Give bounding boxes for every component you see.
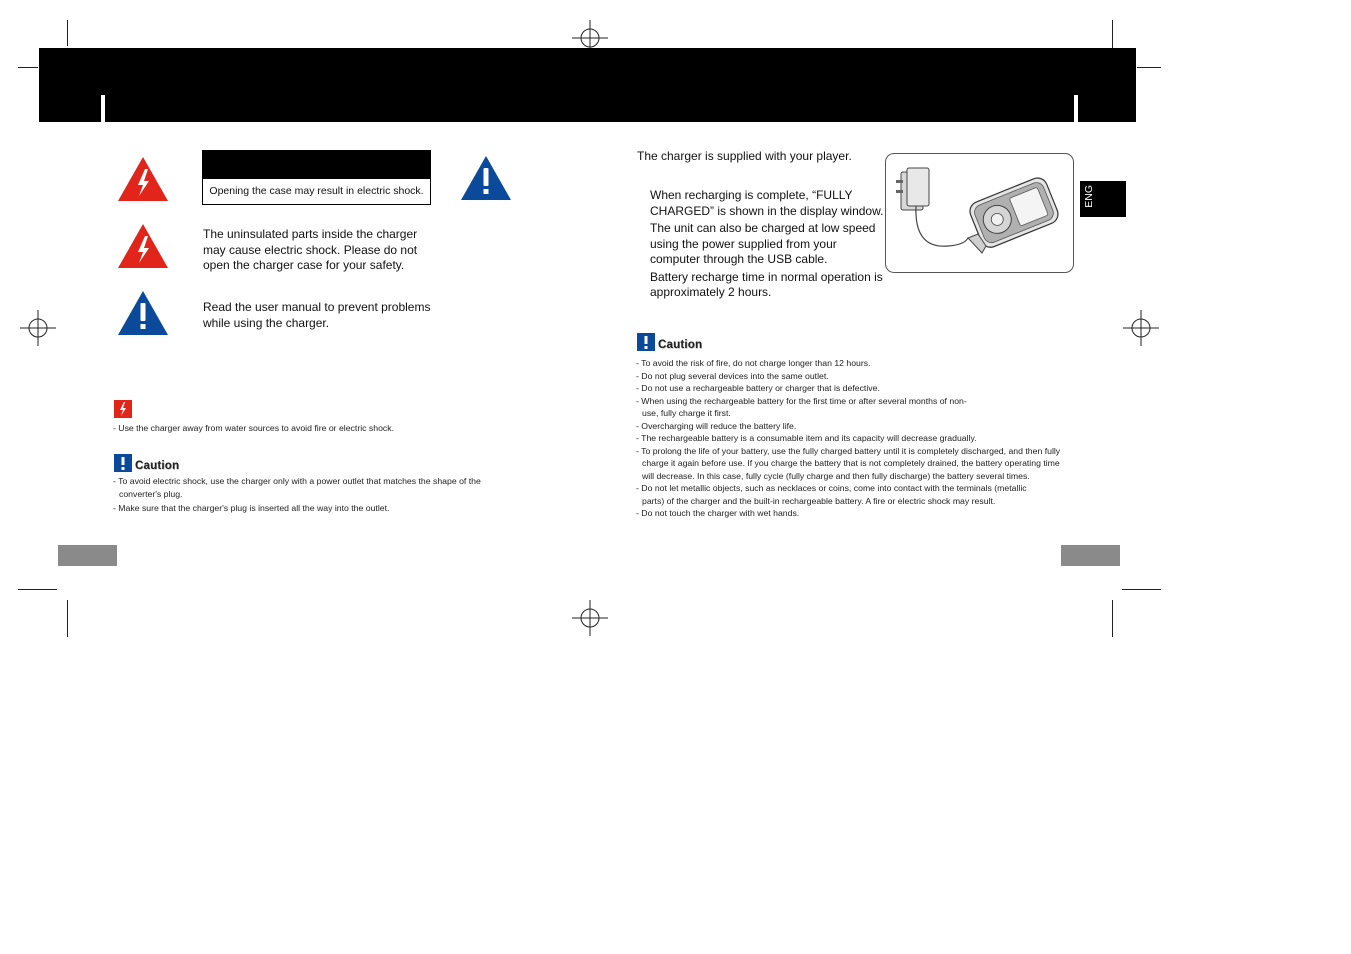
exclamation-triangle-icon xyxy=(116,289,170,337)
registration-mark-icon xyxy=(572,600,608,636)
list-item: - Do not use a rechargeable battery or charger that is defective. xyxy=(636,383,880,393)
shock-list xyxy=(113,422,533,435)
list-item: - Make sure that the charger's plug is inserted all the way into the outlet. xyxy=(113,503,390,513)
caution-label: Caution xyxy=(135,460,180,472)
language-tab-label: ENG xyxy=(1083,185,1095,208)
header-notch xyxy=(1074,95,1078,123)
crop-mark xyxy=(18,589,57,590)
exclamation-triangle-icon xyxy=(459,154,513,202)
language-tab xyxy=(1080,181,1126,217)
crop-mark xyxy=(67,600,68,637)
intro-text: The charger is supplied with your player. xyxy=(637,149,852,163)
warning-box-title xyxy=(203,151,430,179)
electric-shock-triangle-icon xyxy=(116,222,170,270)
list-item: - Do not let metallic objects, such as necklaces or coins, come into contact with the terminals (metallic parts) of the charger and the built-in rechargeable battery. A fire or electric shock may result. xyxy=(636,483,1027,506)
list-item: - Overcharging will reduce the battery life. xyxy=(636,420,797,431)
list-item: - Do not touch the charger with wet hands. xyxy=(636,508,800,518)
caution-square-icon xyxy=(637,333,655,351)
list-item: - Use the charger away from water sources to avoid fire or electric shock. xyxy=(113,423,395,433)
paragraph-manual: Read the user manual to prevent problems while using the charger. xyxy=(203,300,431,330)
list-item: - Do not plug several devices into the same outlet. xyxy=(636,370,829,381)
header-notch xyxy=(101,95,105,123)
bullet-item: The unit can also be charged at low speed using the power supplied from your computer through the USB cable. xyxy=(650,221,876,266)
crop-mark xyxy=(1137,67,1161,68)
paragraph-uninsulated: The uninsulated parts inside the charger may cause electric shock. Please do not open the charger case for your safety. xyxy=(203,227,418,272)
electric-shock-triangle-icon xyxy=(116,155,170,203)
caution-list xyxy=(113,475,518,515)
shock-square-icon xyxy=(114,400,132,418)
list-item: - The rechargeable battery is a consumable item and its capacity will decrease gradually. xyxy=(636,433,977,443)
player-charger-image xyxy=(886,154,1072,271)
crop-mark xyxy=(1122,589,1161,590)
warning-box-text: Opening the case may result in electric shock. xyxy=(209,185,424,197)
bullet-item: When recharging is complete, “FULLY CHARGED” is shown in the display window. xyxy=(650,188,884,218)
registration-mark-icon xyxy=(20,310,56,346)
caution-list xyxy=(636,357,1066,520)
crop-mark xyxy=(18,67,38,68)
crop-mark xyxy=(67,20,68,46)
registration-mark-icon xyxy=(1123,310,1159,346)
caution-label: Caution xyxy=(658,339,703,351)
list-item: - To prolong the life of your battery, use the fully charged battery until it is completely discharged, and then fully charge it again before use. If you charge the battery that is not completely drained, the battery operating time will decrease. In this case, fully cycle (fully charge and then fully discharge) the battery several times. xyxy=(636,445,1061,481)
page-number-tab xyxy=(58,545,117,566)
page-number-tab xyxy=(1061,545,1120,566)
bullet-item: Battery recharge time in normal operation is approximately 2 hours. xyxy=(650,269,883,299)
caution-square-icon xyxy=(114,454,132,472)
charger-illustration xyxy=(885,153,1074,273)
list-item: - When using the rechargeable battery for the first time or after several months of non-use, fully charge it first. xyxy=(636,395,967,418)
list-item: - To avoid electric shock, use the charger only with a power outlet that matches the shape of the converter's plug. xyxy=(113,476,481,499)
crop-mark xyxy=(1112,600,1113,637)
charging-bullets xyxy=(650,188,887,303)
header-bar xyxy=(39,48,1136,122)
list-item: - To avoid the risk of fire, do not charge longer than 12 hours. xyxy=(636,358,871,368)
warning-box xyxy=(202,150,431,205)
